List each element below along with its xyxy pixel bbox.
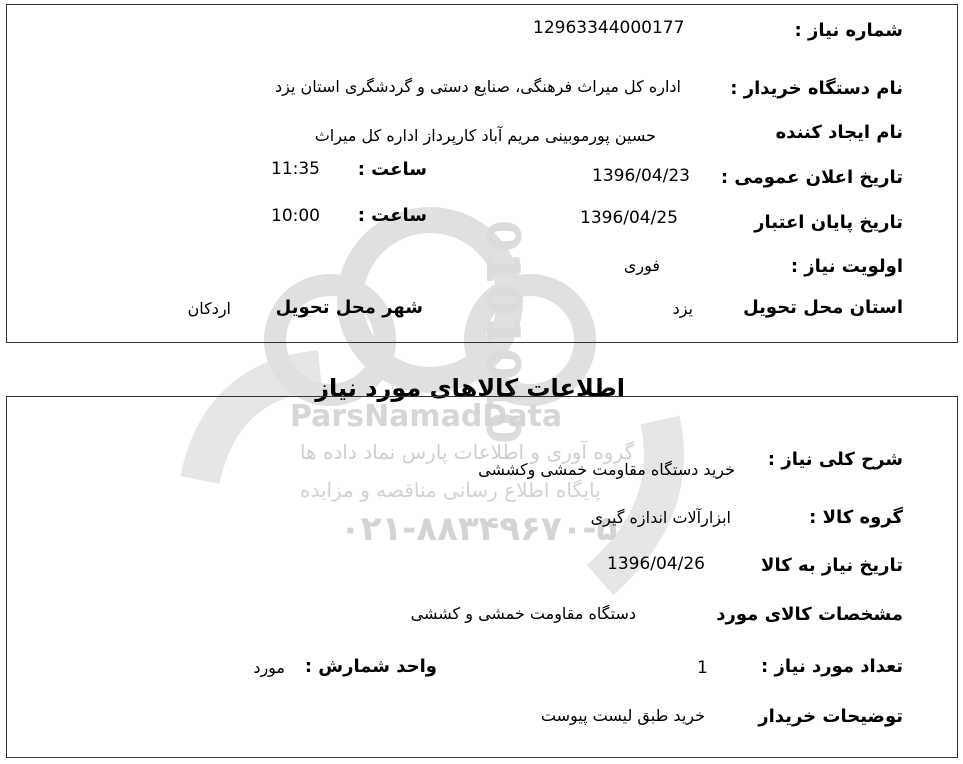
unit-label: واحد شمارش :	[304, 656, 437, 677]
validity-time-label: ساعت :	[357, 205, 427, 226]
need-number-value: 12963344000177	[533, 18, 685, 38]
watermark-line2: پایگاه اطلاع رسانی مناقصه و مزایده	[300, 478, 601, 502]
need-date-label: تاریخ نیاز به کالا	[761, 555, 903, 576]
announce-time-label: ساعت :	[357, 159, 427, 180]
priority-label: اولویت نیاز :	[790, 256, 903, 277]
group-label: گروه کالا :	[809, 507, 903, 528]
province-label: استان محل تحویل	[743, 297, 903, 318]
desc-value: خرید دستگاه مقاومت خمشی وکششی	[478, 460, 735, 479]
creator-value: حسین پورموبینی مریم آباد کارپرداز اداره کل میراث	[314, 126, 656, 145]
watermark-phone: ۰۲۱-۸۸۳۴۹۶۷۰-۵	[340, 509, 618, 549]
validity-date-label: تاریخ پایان اعتبار	[754, 212, 903, 233]
city-value: اردکان	[187, 299, 231, 318]
watermark-line1: گروه آوری و اطلاعات پارس نماد داده ها	[300, 440, 634, 464]
unit-value: مورد	[253, 658, 285, 677]
announce-time-value: 11:35	[271, 159, 320, 179]
section-title: اطلاعات کالاهای مورد نیاز	[315, 374, 625, 402]
desc-label: شرح کلی نیاز :	[767, 449, 903, 470]
validity-date-value: 1396/04/25	[580, 208, 678, 228]
buyer-value: اداره کل میراث فرهنگی، صنایع دستی و گردشگری استان یزد	[275, 77, 681, 96]
qty-value: 1	[697, 658, 708, 678]
city-label: شهر محل تحویل	[275, 297, 423, 318]
validity-time-value: 10:00	[271, 206, 320, 226]
announce-date-value: 1396/04/23	[592, 166, 690, 186]
watermark-digits: 0101010	[476, 220, 530, 445]
notes-value: خرید طبق لیست پیوست	[540, 706, 705, 725]
need-number-label: شماره نیاز :	[794, 20, 903, 41]
province-value: یزد	[672, 299, 693, 318]
need-date-value: 1396/04/26	[607, 554, 705, 574]
spec-label: مشخصات کالای مورد	[716, 604, 903, 625]
announce-date-label: تاریخ اعلان عمومی :	[720, 167, 903, 188]
buyer-label: نام دستگاه خریدار :	[730, 78, 903, 99]
priority-value: فوری	[623, 256, 660, 275]
notes-label: توضیحات خریدار	[758, 706, 903, 727]
group-value: ابزارآلات اندازه گیری	[590, 508, 731, 527]
watermark-brand: ParsNamadData	[290, 399, 563, 434]
creator-label: نام ایجاد کننده	[775, 122, 903, 143]
qty-label: تعداد مورد نیاز :	[761, 656, 903, 677]
spec-value: دستگاه مقاومت خمشی و کششی	[410, 604, 636, 623]
